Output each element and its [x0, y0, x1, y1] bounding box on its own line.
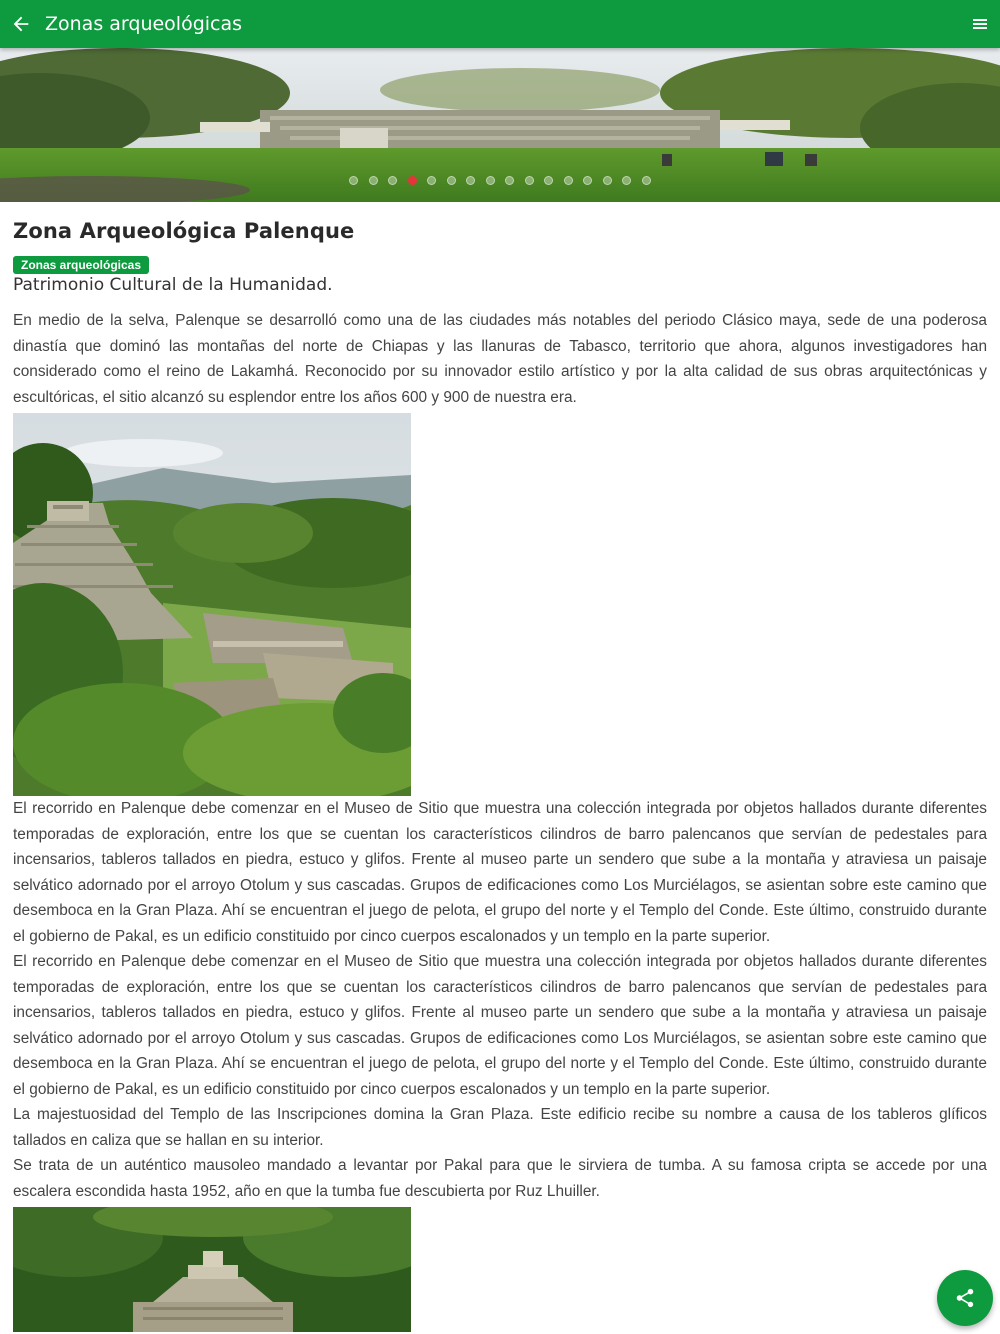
carousel-dot[interactable]: [622, 176, 631, 185]
article-paragraph: Se trata de un auténtico mausoleo mandado a levantar por Pakal para que le sirviera de tumba. A su famosa cripta se accede por una escalera escondida hasta 1952, año en que la tumba fue descubierta por Ruz Lhuiller.: [13, 1157, 987, 1200]
category-badge[interactable]: Zonas arqueológicas: [13, 256, 149, 274]
carousel-dot[interactable]: [642, 176, 651, 185]
carousel-dot[interactable]: [369, 176, 378, 185]
share-button[interactable]: [937, 1270, 993, 1326]
carousel-dot[interactable]: [447, 176, 456, 185]
carousel-dot[interactable]: [564, 176, 573, 185]
carousel-dot[interactable]: [388, 176, 397, 185]
carousel-dot-active[interactable]: [408, 176, 417, 185]
menu-icon: [973, 18, 987, 30]
app-bar-title: Zonas arqueológicas: [45, 13, 243, 35]
article-subtitle: Patrimonio Cultural de la Humanidad.: [13, 275, 333, 295]
back-button[interactable]: [4, 4, 38, 44]
article-paragraph: El recorrido en Palenque debe comenzar en el Museo de Sitio que muestra una colección integrada por objetos hallados durante diferentes temporadas de exploración, entre los que se cuentan los característicos cilindros de barro palencanos que servían de pedestales para incensarios, tableros tallados en piedra, estuco y glifos. Frente al museo parte un sendero que sube a la montaña y atraviesa un paisaje selvático adornado por el arroyo Otolum y sus cascadas. Grupos de edificaciones como Los Murciélagos, se asientan sobre este camino que desemboca en la Gran Plaza. Ahí se encuentran el juego de pelota, el grupo del norte y el Templo del Conde. Este último, construido durante el gobierno de Pakal, es un edificio constituido por cinco cuerpos escalonados y un templo en la parte superior.: [13, 953, 987, 1098]
arrow-back-icon: [10, 13, 32, 35]
carousel-indicators: [0, 176, 1000, 188]
app-bar: [0, 0, 1000, 48]
carousel-dot[interactable]: [427, 176, 436, 185]
carousel-dot[interactable]: [544, 176, 553, 185]
carousel-dot[interactable]: [349, 176, 358, 185]
carousel-dot[interactable]: [505, 176, 514, 185]
carousel-dot[interactable]: [486, 176, 495, 185]
carousel-dot[interactable]: [466, 176, 475, 185]
share-icon: [954, 1287, 976, 1309]
article-paragraph: El recorrido en Palenque debe comenzar en el Museo de Sitio que muestra una colección integrada por objetos hallados durante diferentes temporadas de exploración, entre los que se cuentan los característicos cilindros de barro palencanos que servían de pedestales para incensarios, tableros tallados en piedra, estuco y glifos. Frente al museo parte un sendero que sube a la montaña y atraviesa un paisaje selvático adornado por el arroyo Otolum y sus cascadas. Grupos de edificaciones como Los Murciélagos, se asientan sobre este camino que desemboca en la Gran Plaza. Ahí se encuentran el juego de pelota, el grupo del norte y el Templo del Conde. Este último, construido durante el gobierno de Pakal, es un edificio constituido por cinco cuerpos escalonados y un templo en la parte superior.: [13, 800, 987, 945]
article-title: Zona Arqueológica Palenque: [13, 219, 355, 243]
carousel-dot[interactable]: [525, 176, 534, 185]
article-paragraph: En medio de la selva, Palenque se desarrolló como una de las ciudades más notables del periodo Clásico maya, sede de una poderosa dinastía que dominó las montañas del norte de Chiapas y las llanuras de Tabasco, territorio que ahora, algunos investigadores han considerado como el reino de Lakamhá. Reconocido por su innovador estilo artístico y por la alta calidad de sus obras arquitectónicas y escultóricas, el sitio alcanzó su esplendor entre los años 600 y 900 de nuestra era.: [13, 312, 987, 406]
palenque-ruins-image: [13, 413, 411, 796]
carousel-dot[interactable]: [603, 176, 612, 185]
carousel-dot[interactable]: [583, 176, 592, 185]
menu-button[interactable]: [966, 10, 994, 38]
article-paragraph: La majestuosidad del Templo de las Inscripciones domina la Gran Plaza. Este edificio recibe su nombre a causa de los tableros glíficos tallados en caliza que se hallan en su interior.: [13, 1106, 987, 1149]
palace-aerial-image: [13, 1207, 411, 1332]
article: [13, 202, 987, 1332]
